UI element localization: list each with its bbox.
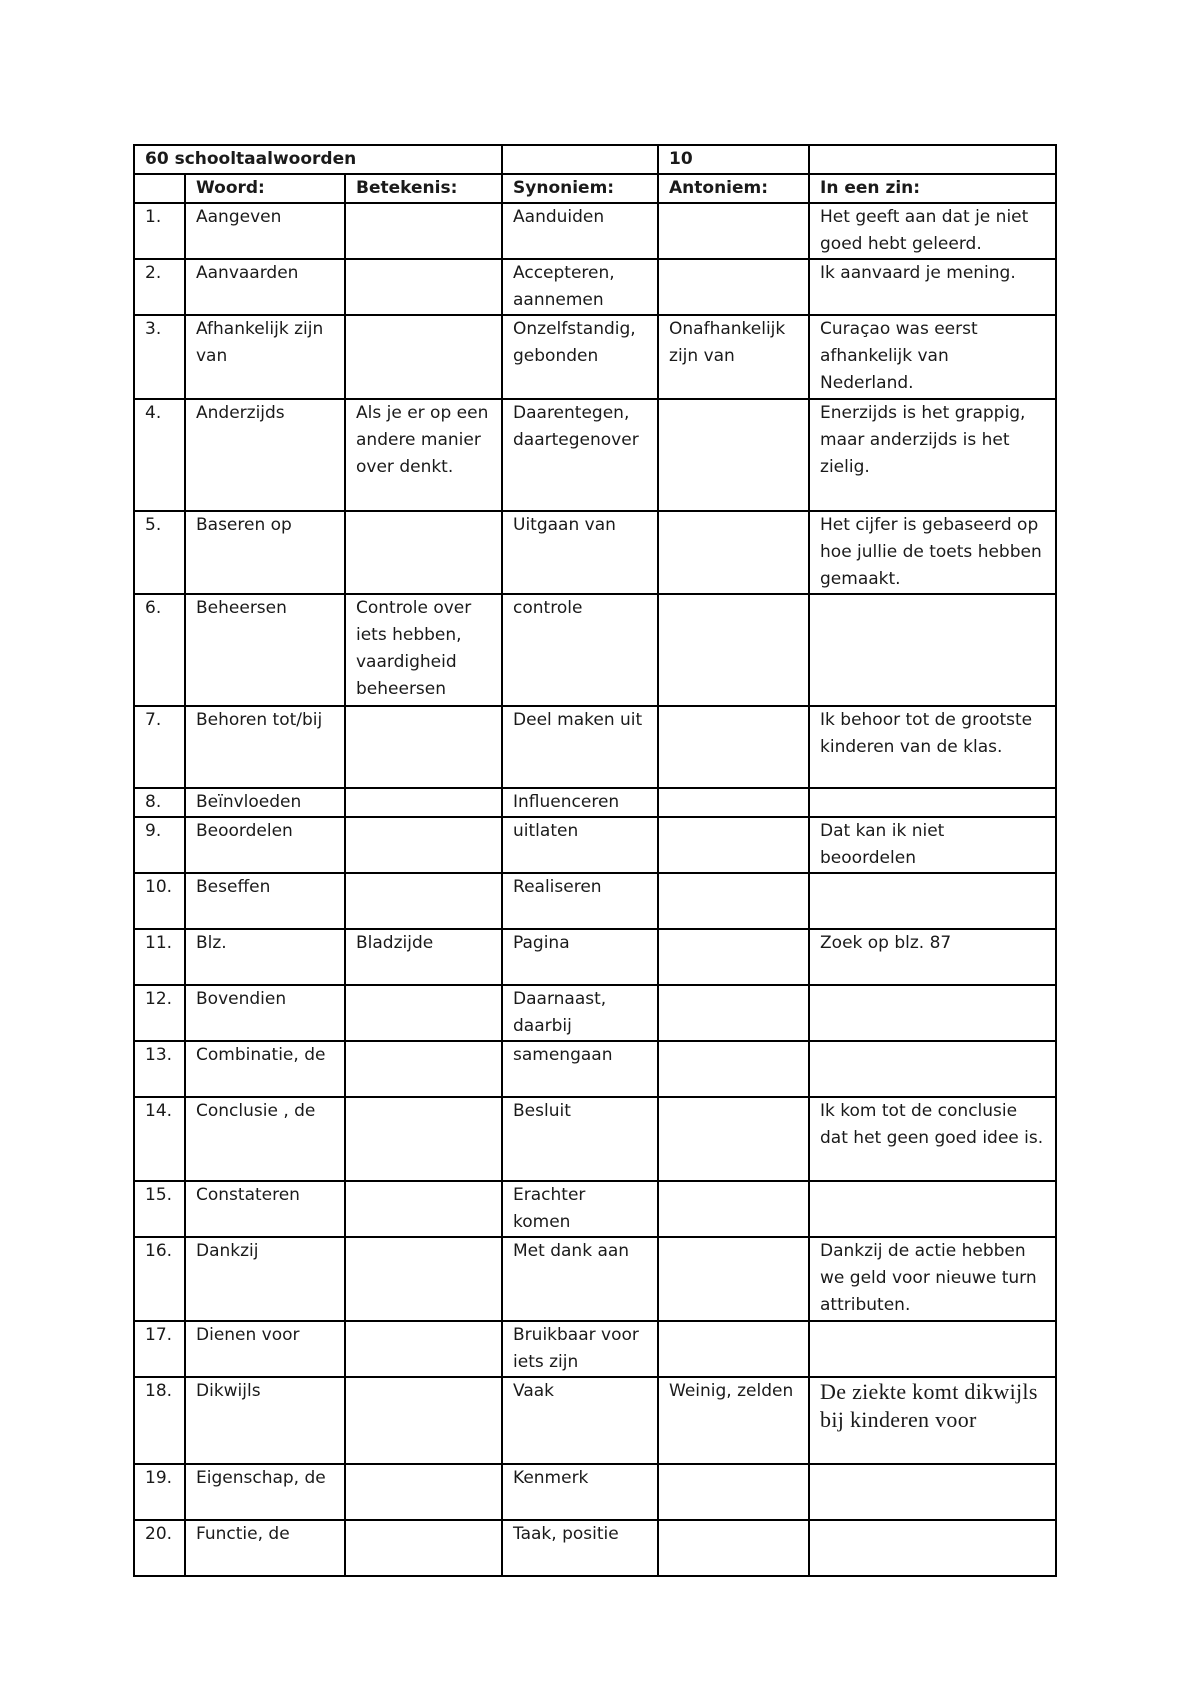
cell-betekenis	[345, 985, 502, 1041]
table-row	[134, 873, 1056, 929]
cell-antoniem	[658, 511, 809, 594]
cell-antoniem	[658, 594, 809, 706]
cell-synoniem: Taak, positie	[502, 1520, 658, 1576]
cell-betekenis	[345, 788, 502, 817]
cell-num: 4.	[134, 399, 185, 511]
cell-antoniem	[658, 1321, 809, 1377]
cell-antoniem	[658, 1181, 809, 1237]
cell-betekenis: Bladzijde	[345, 929, 502, 985]
cell-woord: Conclusie , de	[185, 1097, 345, 1181]
cell-betekenis	[345, 203, 502, 259]
cell-synoniem: Aanduiden	[502, 203, 658, 259]
cell-betekenis: Als je er op een andere manier over denkt.	[345, 399, 502, 511]
cell-num: 14.	[134, 1097, 185, 1181]
cell-zin: Curaçao was eerst afhankelijk van Nederland.	[809, 315, 1056, 399]
cell-num: 18.	[134, 1377, 185, 1464]
cell-zin	[809, 1041, 1056, 1097]
cell-num: 8.	[134, 788, 185, 817]
cell-zin	[809, 1520, 1056, 1576]
cell-woord: Aanvaarden	[185, 259, 345, 315]
cell-synoniem: Besluit	[502, 1097, 658, 1181]
cell-num: 11.	[134, 929, 185, 985]
word-count: 10	[658, 145, 809, 174]
empty-cell	[134, 174, 185, 203]
cell-num: 15.	[134, 1181, 185, 1237]
header-woord: Woord:	[185, 174, 345, 203]
header-synoniem: Synoniem:	[502, 174, 658, 203]
cell-woord: Dienen voor	[185, 1321, 345, 1377]
cell-antoniem	[658, 259, 809, 315]
table-row	[134, 1181, 1056, 1237]
table-row	[134, 1464, 1056, 1520]
cell-zin: Ik aanvaard je mening.	[809, 259, 1056, 315]
cell-antoniem	[658, 929, 809, 985]
cell-betekenis	[345, 1097, 502, 1181]
cell-num: 17.	[134, 1321, 185, 1377]
cell-num: 6.	[134, 594, 185, 706]
cell-synoniem: Daarnaast, daarbij	[502, 985, 658, 1041]
cell-betekenis	[345, 1237, 502, 1321]
cell-num: 2.	[134, 259, 185, 315]
cell-woord: Afhankelijk zijn van	[185, 315, 345, 399]
cell-zin: Het geeft aan dat je niet goed hebt geleerd.	[809, 203, 1056, 259]
cell-woord: Beheersen	[185, 594, 345, 706]
cell-num: 9.	[134, 817, 185, 873]
cell-zin	[809, 1181, 1056, 1237]
table-row	[134, 1321, 1056, 1377]
cell-woord: Dankzij	[185, 1237, 345, 1321]
cell-antoniem	[658, 706, 809, 788]
cell-zin: Ik behoor tot de grootste kinderen van de klas.	[809, 706, 1056, 788]
cell-zin: De ziekte komt dikwijls bij kinderen voor	[809, 1377, 1056, 1464]
header-antoniem: Antoniem:	[658, 174, 809, 203]
cell-antoniem	[658, 873, 809, 929]
cell-zin	[809, 1321, 1056, 1377]
table-row	[134, 511, 1056, 594]
title-row	[134, 145, 1056, 174]
cell-num: 12.	[134, 985, 185, 1041]
cell-zin: Ik kom tot de conclusie dat het geen goed idee is.	[809, 1097, 1056, 1181]
cell-synoniem: Deel maken uit	[502, 706, 658, 788]
cell-synoniem: Uitgaan van	[502, 511, 658, 594]
cell-woord: Combinatie, de	[185, 1041, 345, 1097]
table-row	[134, 1041, 1056, 1097]
cell-betekenis	[345, 315, 502, 399]
cell-num: 10.	[134, 873, 185, 929]
cell-betekenis	[345, 1377, 502, 1464]
cell-betekenis	[345, 817, 502, 873]
cell-num: 1.	[134, 203, 185, 259]
table-row	[134, 259, 1056, 315]
cell-synoniem: Erachter komen	[502, 1181, 658, 1237]
cell-antoniem: Onafhankelijk zijn van	[658, 315, 809, 399]
cell-woord: Baseren op	[185, 511, 345, 594]
table-row	[134, 1097, 1056, 1181]
cell-zin: Dankzij de actie hebben we geld voor nieuwe turn attributen.	[809, 1237, 1056, 1321]
table-row	[134, 594, 1056, 706]
cell-zin: Dat kan ik niet beoordelen	[809, 817, 1056, 873]
cell-antoniem	[658, 817, 809, 873]
cell-betekenis	[345, 706, 502, 788]
table-row	[134, 1237, 1056, 1321]
cell-antoniem	[658, 788, 809, 817]
cell-woord: Anderzijds	[185, 399, 345, 511]
table-row	[134, 788, 1056, 817]
cell-woord: Eigenschap, de	[185, 1464, 345, 1520]
cell-betekenis	[345, 1181, 502, 1237]
cell-woord: Beoordelen	[185, 817, 345, 873]
cell-synoniem: Vaak	[502, 1377, 658, 1464]
cell-antoniem	[658, 985, 809, 1041]
cell-synoniem: samengaan	[502, 1041, 658, 1097]
table-row	[134, 1377, 1056, 1464]
header-zin: In een zin:	[809, 174, 1056, 203]
cell-woord: Aangeven	[185, 203, 345, 259]
cell-betekenis	[345, 1041, 502, 1097]
cell-zin	[809, 1464, 1056, 1520]
table-row	[134, 399, 1056, 511]
cell-betekenis: Controle over iets hebben, vaardigheid beheersen	[345, 594, 502, 706]
cell-woord: Beïnvloeden	[185, 788, 345, 817]
cell-synoniem: Daarentegen, daartegenover	[502, 399, 658, 511]
cell-woord: Functie, de	[185, 1520, 345, 1576]
cell-synoniem: uitlaten	[502, 817, 658, 873]
cell-betekenis	[345, 873, 502, 929]
cell-num: 5.	[134, 511, 185, 594]
cell-num: 19.	[134, 1464, 185, 1520]
cell-synoniem: controle	[502, 594, 658, 706]
table-row	[134, 203, 1056, 259]
header-row	[134, 174, 1056, 203]
empty-cell	[809, 145, 1056, 174]
table-row	[134, 706, 1056, 788]
cell-synoniem: Realiseren	[502, 873, 658, 929]
cell-woord: Blz.	[185, 929, 345, 985]
vocabulary-table	[133, 144, 1057, 1577]
cell-zin	[809, 985, 1056, 1041]
cell-antoniem: Weinig, zelden	[658, 1377, 809, 1464]
cell-woord: Beseffen	[185, 873, 345, 929]
cell-zin	[809, 873, 1056, 929]
cell-zin: Enerzijds is het grappig, maar anderzijds is het zielig.	[809, 399, 1056, 511]
cell-antoniem	[658, 1237, 809, 1321]
cell-woord: Dikwijls	[185, 1377, 345, 1464]
cell-num: 3.	[134, 315, 185, 399]
cell-betekenis	[345, 1464, 502, 1520]
cell-synoniem: Bruikbaar voor iets zijn	[502, 1321, 658, 1377]
table-row	[134, 929, 1056, 985]
cell-synoniem: Kenmerk	[502, 1464, 658, 1520]
table-row	[134, 985, 1056, 1041]
cell-zin: Het cijfer is gebaseerd op hoe jullie de toets hebben gemaakt.	[809, 511, 1056, 594]
cell-synoniem: Influenceren	[502, 788, 658, 817]
cell-woord: Constateren	[185, 1181, 345, 1237]
cell-betekenis	[345, 511, 502, 594]
cell-num: 20.	[134, 1520, 185, 1576]
cell-zin: Zoek op blz. 87	[809, 929, 1056, 985]
header-betekenis: Betekenis:	[345, 174, 502, 203]
cell-synoniem: Onzelfstandig, gebonden	[502, 315, 658, 399]
cell-num: 16.	[134, 1237, 185, 1321]
cell-antoniem	[658, 399, 809, 511]
cell-synoniem: Met dank aan	[502, 1237, 658, 1321]
cell-antoniem	[658, 1041, 809, 1097]
empty-cell	[502, 145, 658, 174]
cell-antoniem	[658, 1520, 809, 1576]
cell-zin	[809, 788, 1056, 817]
table-row	[134, 817, 1056, 873]
cell-num: 7.	[134, 706, 185, 788]
cell-synoniem: Pagina	[502, 929, 658, 985]
cell-woord: Bovendien	[185, 985, 345, 1041]
cell-betekenis	[345, 1321, 502, 1377]
cell-num: 13.	[134, 1041, 185, 1097]
cell-betekenis	[345, 1520, 502, 1576]
table-row	[134, 1520, 1056, 1576]
cell-synoniem: Accepteren, aannemen	[502, 259, 658, 315]
cell-betekenis	[345, 259, 502, 315]
cell-woord: Behoren tot/bij	[185, 706, 345, 788]
table-title: 60 schooltaalwoorden	[134, 145, 502, 174]
cell-antoniem	[658, 203, 809, 259]
cell-antoniem	[658, 1097, 809, 1181]
cell-antoniem	[658, 1464, 809, 1520]
cell-zin	[809, 594, 1056, 706]
table-row	[134, 315, 1056, 399]
